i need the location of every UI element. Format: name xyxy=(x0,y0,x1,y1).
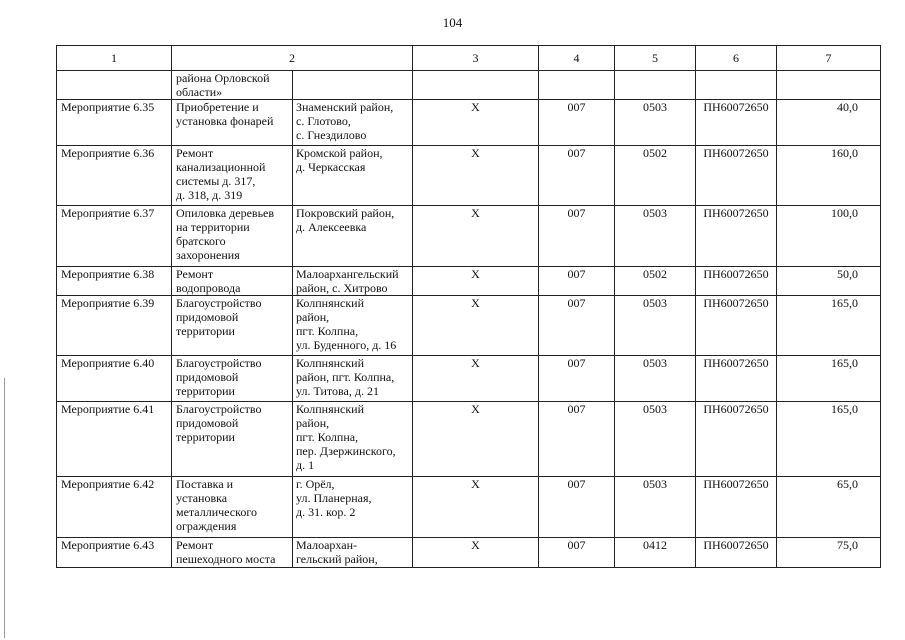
table-row xyxy=(57,538,881,568)
amount-cell: 165,0 xyxy=(777,402,881,477)
code-cell: 007 xyxy=(539,267,615,296)
table-cell xyxy=(615,71,696,100)
target-article-cell: ПН60072650 xyxy=(696,538,777,568)
amount-cell: 40,0 xyxy=(777,100,881,146)
type-cell: Х xyxy=(413,100,539,146)
table-row xyxy=(57,402,881,477)
header-cell: 6 xyxy=(696,46,777,71)
description-cell: Благоустройство придомовой территории xyxy=(172,402,293,477)
table-row xyxy=(57,146,881,206)
table-cell xyxy=(293,71,413,100)
table-row xyxy=(57,477,881,538)
type-cell: Х xyxy=(413,356,539,402)
description-cell: Ремонт водопровода xyxy=(172,267,293,296)
location-cell: Колпнянский район, пгт. Колпна, ул. Титова, д. 21 xyxy=(293,356,413,402)
event-cell: Мероприятие 6.38 xyxy=(57,267,172,296)
header-cell: 1 xyxy=(57,46,172,71)
table-cell xyxy=(413,71,539,100)
target-article-cell: ПН60072650 xyxy=(696,206,777,267)
location-cell: Колпнянский район, пгт. Колпна, пер. Дзержинского, д. 1 xyxy=(293,402,413,477)
event-cell: Мероприятие 6.39 xyxy=(57,296,172,356)
target-article-cell: ПН60072650 xyxy=(696,100,777,146)
header-cell: 7 xyxy=(777,46,881,71)
section-cell: 0502 xyxy=(615,267,696,296)
amount-cell: 65,0 xyxy=(777,477,881,538)
description-cell: Ремонт канализационной системы д. 317, д. 318, д. 319 xyxy=(172,146,293,206)
amount-cell: 165,0 xyxy=(777,356,881,402)
amount-cell: 75,0 xyxy=(777,538,881,568)
event-cell: Мероприятие 6.37 xyxy=(57,206,172,267)
location-cell: Малоархан- гельский район, xyxy=(293,538,413,568)
header-cell: 2 xyxy=(172,46,413,71)
description-cell: Благоустройство придомовой территории xyxy=(172,296,293,356)
budget-table xyxy=(56,45,881,568)
location-cell: Кромской район, д. Черкасская xyxy=(293,146,413,206)
location-cell: Знаменский район, с. Глотово, с. Гнездилово xyxy=(293,100,413,146)
location-cell: г. Орёл, ул. Планерная, д. 31. кор. 2 xyxy=(293,477,413,538)
event-cell: Мероприятие 6.36 xyxy=(57,146,172,206)
continuation-row xyxy=(57,71,881,100)
table-cell: района Орловской области» xyxy=(172,71,293,100)
table-cell xyxy=(696,71,777,100)
code-cell: 007 xyxy=(539,296,615,356)
target-article-cell: ПН60072650 xyxy=(696,296,777,356)
amount-cell: 165,0 xyxy=(777,296,881,356)
section-cell: 0412 xyxy=(615,538,696,568)
margin-rule xyxy=(4,378,5,638)
header-cell: 4 xyxy=(539,46,615,71)
section-cell: 0503 xyxy=(615,402,696,477)
code-cell: 007 xyxy=(539,356,615,402)
section-cell: 0503 xyxy=(615,100,696,146)
header-cell: 5 xyxy=(615,46,696,71)
table-row xyxy=(57,100,881,146)
location-cell: Малоархангельский район, с. Хитрово xyxy=(293,267,413,296)
type-cell: Х xyxy=(413,206,539,267)
description-cell: Опиловка деревьев на территории братского захоронения xyxy=(172,206,293,267)
target-article-cell: ПН60072650 xyxy=(696,477,777,538)
location-cell: Покровский район, д. Алексеевка xyxy=(293,206,413,267)
type-cell: Х xyxy=(413,267,539,296)
description-cell: Ремонт пешеходного моста xyxy=(172,538,293,568)
code-cell: 007 xyxy=(539,206,615,267)
description-cell: Приобретение и установка фонарей xyxy=(172,100,293,146)
code-cell: 007 xyxy=(539,402,615,477)
table-row xyxy=(57,206,881,267)
table-row xyxy=(57,267,881,296)
event-cell: Мероприятие 6.42 xyxy=(57,477,172,538)
type-cell: Х xyxy=(413,296,539,356)
target-article-cell: ПН60072650 xyxy=(696,146,777,206)
type-cell: Х xyxy=(413,146,539,206)
section-cell: 0502 xyxy=(615,146,696,206)
type-cell: Х xyxy=(413,402,539,477)
description-cell: Поставка и установка металлического ограждения xyxy=(172,477,293,538)
description-cell: Благоустройство придомовой территории xyxy=(172,356,293,402)
table-cell xyxy=(539,71,615,100)
type-cell: Х xyxy=(413,477,539,538)
section-cell: 0503 xyxy=(615,296,696,356)
table-row xyxy=(57,356,881,402)
code-cell: 007 xyxy=(539,146,615,206)
table-cell xyxy=(57,71,172,100)
header-cell: 3 xyxy=(413,46,539,71)
event-cell: Мероприятие 6.43 xyxy=(57,538,172,568)
target-article-cell: ПН60072650 xyxy=(696,402,777,477)
location-cell: Колпнянский район, пгт. Колпна, ул. Буденного, д. 16 xyxy=(293,296,413,356)
section-cell: 0503 xyxy=(615,356,696,402)
code-cell: 007 xyxy=(539,477,615,538)
target-article-cell: ПН60072650 xyxy=(696,267,777,296)
section-cell: 0503 xyxy=(615,206,696,267)
event-cell: Мероприятие 6.35 xyxy=(57,100,172,146)
code-cell: 007 xyxy=(539,538,615,568)
section-cell: 0503 xyxy=(615,477,696,538)
event-cell: Мероприятие 6.40 xyxy=(57,356,172,402)
page-number: 104 xyxy=(442,15,463,30)
code-cell: 007 xyxy=(539,100,615,146)
table-row xyxy=(57,296,881,356)
type-cell: Х xyxy=(413,538,539,568)
amount-cell: 160,0 xyxy=(777,146,881,206)
target-article-cell: ПН60072650 xyxy=(696,356,777,402)
event-cell: Мероприятие 6.41 xyxy=(57,402,172,477)
amount-cell: 100,0 xyxy=(777,206,881,267)
header-row xyxy=(57,46,881,71)
table-cell xyxy=(777,71,881,100)
amount-cell: 50,0 xyxy=(777,267,881,296)
